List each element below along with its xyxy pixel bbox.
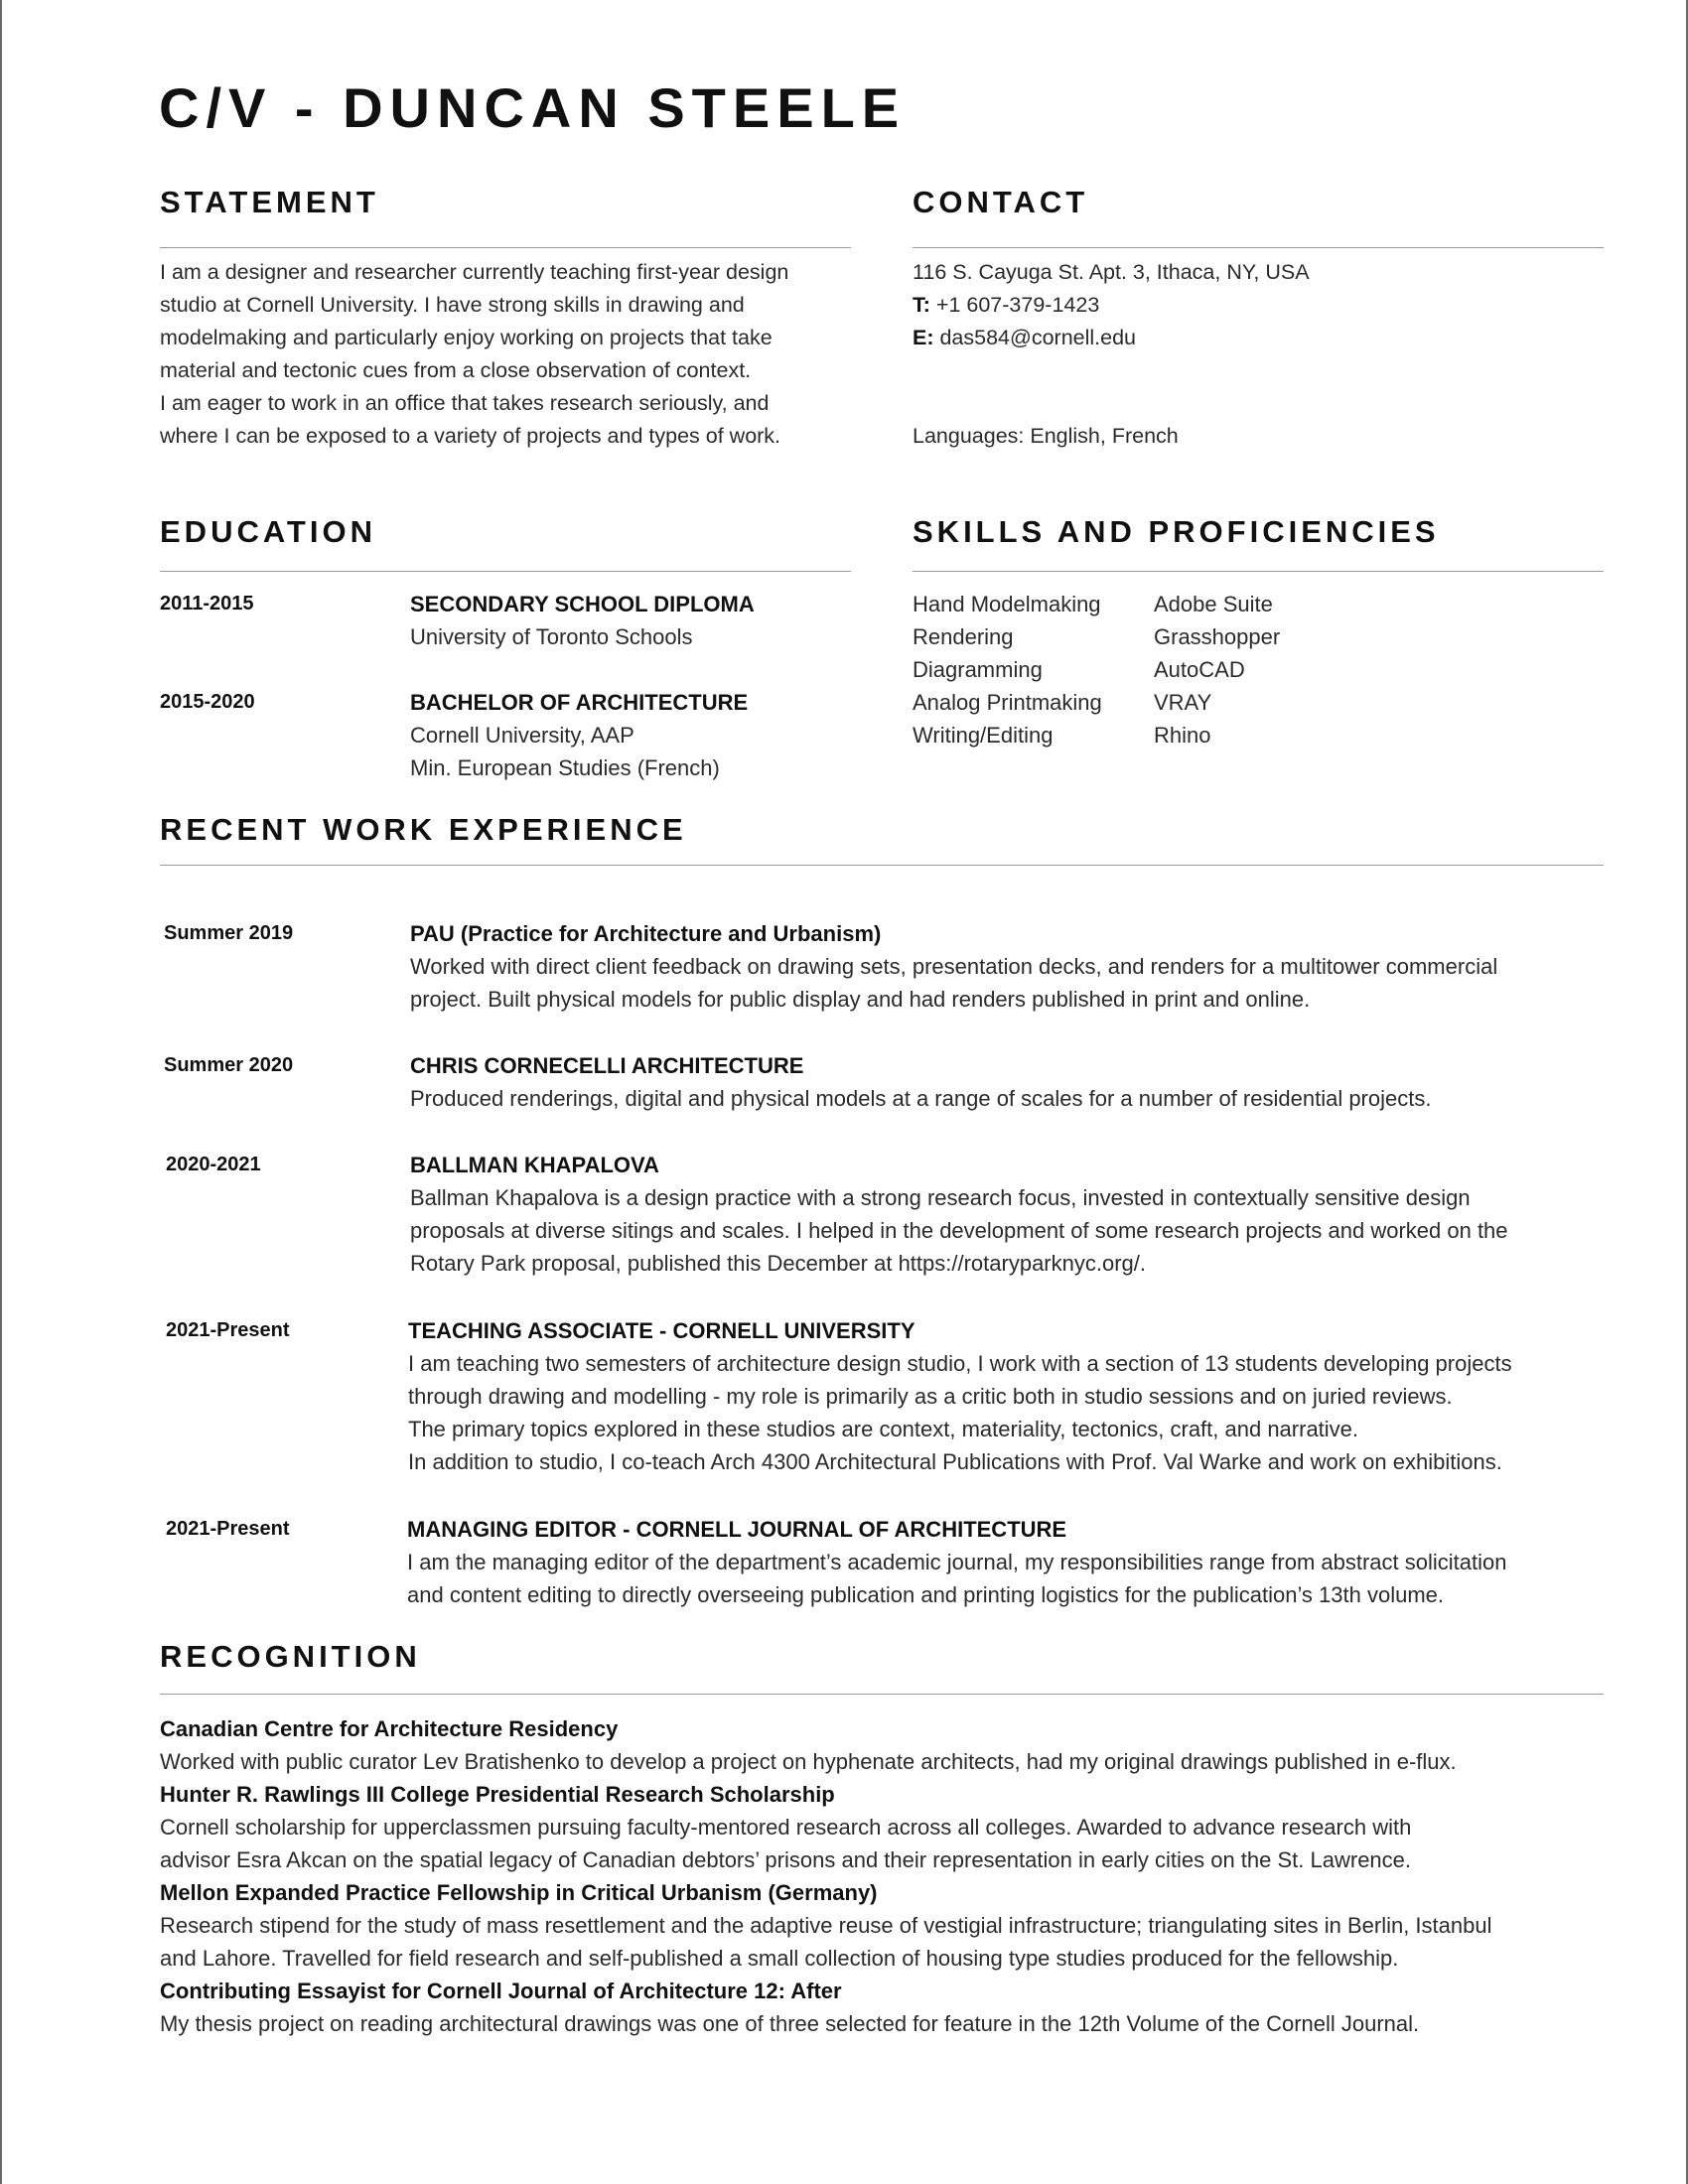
skill-item: Hand Modelmaking xyxy=(913,592,1101,616)
skills-column-2 xyxy=(1154,588,1280,751)
work-title: MANAGING EDITOR - CORNELL JOURNAL OF ARCHITECTURE xyxy=(407,1517,1067,1542)
recognition-line: My thesis project on reading architectural drawings was one of three selected for feature in the 12th Volume of the Cornell Journal. xyxy=(160,2011,1420,2036)
work-line: I am teaching two semesters of architecture design studio, I work with a section of 13 students developing projects xyxy=(408,1351,1512,1376)
work-rule xyxy=(160,865,1604,866)
education-line: Cornell University, AAP xyxy=(410,723,634,748)
work-line: Ballman Khapalova is a design practice with a strong research focus, invested in contextually sensitive design xyxy=(410,1185,1471,1210)
recognition-line: Cornell scholarship for upperclassmen pursuing faculty-mentored research across all colleges. Awarded to advance research with xyxy=(160,1815,1412,1840)
education-entry xyxy=(410,686,748,784)
contact-phone: +1 607-379-1423 xyxy=(929,293,1100,317)
work-entry xyxy=(410,1149,1508,1280)
recognition-line: Research stipend for the study of mass resettlement and the adaptive reuse of vestigial infrastructure; triangulating sites in Berlin, Istanbul xyxy=(160,1913,1492,1938)
education-heading: EDUCATION xyxy=(160,514,376,549)
statement-line: studio at Cornell University. I have strong skills in drawing and xyxy=(160,293,745,317)
recognition-line: Worked with public curator Lev Bratishenko to develop a project on hyphenate architects, had my original drawings published in e-flux. xyxy=(160,1749,1457,1774)
work-line: through drawing and modelling - my role is primarily as a critic both in studio sessions and on juried reviews. xyxy=(408,1384,1453,1409)
work-heading: RECENT WORK EXPERIENCE xyxy=(160,812,687,847)
education-line: University of Toronto Schools xyxy=(410,624,693,649)
skill-item: Writing/Editing xyxy=(913,723,1054,748)
page-left-edge xyxy=(0,0,2,2184)
skills-column-1 xyxy=(913,588,1102,751)
education-rule xyxy=(160,571,851,572)
work-dates: 2021-Present xyxy=(166,1518,290,1540)
work-title: BALLMAN KHAPALOVA xyxy=(410,1153,659,1177)
education-dates: 2011-2015 xyxy=(160,593,254,614)
work-dates: Summer 2020 xyxy=(164,1054,294,1076)
work-dates: Summer 2019 xyxy=(164,922,294,944)
work-entry xyxy=(410,917,1497,1016)
statement-line: I am eager to work in an office that takes research seriously, and xyxy=(160,391,770,415)
work-title: TEACHING ASSOCIATE - CORNELL UNIVERSITY xyxy=(408,1318,915,1343)
work-line: I am the managing editor of the department’s academic journal, my responsibilities range from abstract solicitation xyxy=(407,1550,1507,1574)
contact-email-row xyxy=(913,322,1608,354)
email-label: E: xyxy=(913,326,934,349)
work-line: In addition to studio, I co-teach Arch 4300 Architectural Publications with Prof. Val Warke and work on exhibitions. xyxy=(408,1449,1502,1474)
skill-item: Rhino xyxy=(1154,723,1211,748)
work-line: project. Built physical models for public display and had renders published in print and online. xyxy=(410,987,1311,1012)
contact-rule xyxy=(913,247,1604,248)
work-line: Produced renderings, digital and physical models at a range of scales for a number of residential projects. xyxy=(410,1086,1432,1111)
work-line: Rotary Park proposal, published this December at https://rotaryparknyc.org/. xyxy=(410,1251,1147,1276)
recognition-line: advisor Esra Akcan on the spatial legacy of Canadian debtors’ prisons and their representation in early cities on the St. Lawrence. xyxy=(160,1847,1412,1872)
recognition-title: Hunter R. Rawlings III College Presidential Research Scholarship xyxy=(160,1782,835,1807)
skills-heading: SKILLS AND PROFICIENCIES xyxy=(913,514,1440,549)
statement-line: where I can be exposed to a variety of projects and types of work. xyxy=(160,424,781,448)
skill-item: AutoCAD xyxy=(1154,657,1245,682)
recognition-heading: RECOGNITION xyxy=(160,1639,421,1674)
skill-item: Analog Printmaking xyxy=(913,690,1102,715)
contact-block xyxy=(913,256,1608,354)
work-line: and content editing to directly overseeing publication and printing logistics for the publication’s 13th volume. xyxy=(407,1582,1445,1607)
work-dates: 2021-Present xyxy=(166,1319,290,1341)
skill-item: Grasshopper xyxy=(1154,624,1281,649)
statement-text xyxy=(160,256,855,453)
contact-languages: Languages: English, French xyxy=(913,424,1179,448)
recognition-title: Mellon Expanded Practice Fellowship in Critical Urbanism (Germany) xyxy=(160,1880,878,1905)
skill-item: Diagramming xyxy=(913,657,1043,682)
work-entry xyxy=(408,1314,1512,1478)
skill-item: Rendering xyxy=(913,624,1014,649)
contact-address: 116 S. Cayuga St. Apt. 3, Ithaca, NY, USA xyxy=(913,260,1310,284)
skill-item: VRAY xyxy=(1154,690,1212,715)
work-title: PAU (Practice for Architecture and Urbanism) xyxy=(410,921,882,946)
work-entry xyxy=(410,1049,1431,1115)
skill-item: Adobe Suite xyxy=(1154,592,1273,616)
contact-heading: CONTACT xyxy=(913,185,1089,219)
work-entry xyxy=(407,1513,1506,1611)
phone-label: T: xyxy=(913,293,930,317)
work-line: The primary topics explored in these studios are context, materiality, tectonics, craft, and narrative. xyxy=(408,1417,1359,1441)
education-title: BACHELOR OF ARCHITECTURE xyxy=(410,690,749,715)
recognition-rule xyxy=(160,1694,1604,1695)
statement-line: material and tectonic cues from a close observation of context. xyxy=(160,358,752,382)
statement-heading: STATEMENT xyxy=(160,185,379,219)
contact-phone-row xyxy=(913,289,1608,322)
work-title: CHRIS CORNECELLI ARCHITECTURE xyxy=(410,1053,804,1078)
work-dates: 2020-2021 xyxy=(166,1154,261,1175)
education-line: Min. European Studies (French) xyxy=(410,755,720,780)
work-line: Worked with direct client feedback on drawing sets, presentation decks, and renders for a multitower commercial xyxy=(410,954,1498,979)
education-entry xyxy=(410,588,755,653)
recognition-title: Canadian Centre for Architecture Residency xyxy=(160,1716,619,1741)
skills-rule xyxy=(913,571,1604,572)
recognition-list xyxy=(160,1712,1491,2040)
contact-email[interactable]: das584@cornell.edu xyxy=(933,326,1137,349)
document-title: C/V - DUNCAN STEELE xyxy=(159,76,907,139)
statement-rule xyxy=(160,247,851,248)
statement-line: I am a designer and researcher currently teaching first-year design xyxy=(160,260,789,284)
recognition-line: and Lahore. Travelled for field research and self-published a small collection of housing type studies produced for the fellowship. xyxy=(160,1946,1399,1971)
statement-line: modelmaking and particularly enjoy working on projects that take xyxy=(160,326,773,349)
education-dates: 2015-2020 xyxy=(160,691,255,713)
work-line: proposals at diverse sitings and scales. I helped in the development of some research projects and worked on the xyxy=(410,1218,1508,1243)
education-title: SECONDARY SCHOOL DIPLOMA xyxy=(410,592,755,616)
recognition-title: Contributing Essayist for Cornell Journal of Architecture 12: After xyxy=(160,1979,842,2003)
